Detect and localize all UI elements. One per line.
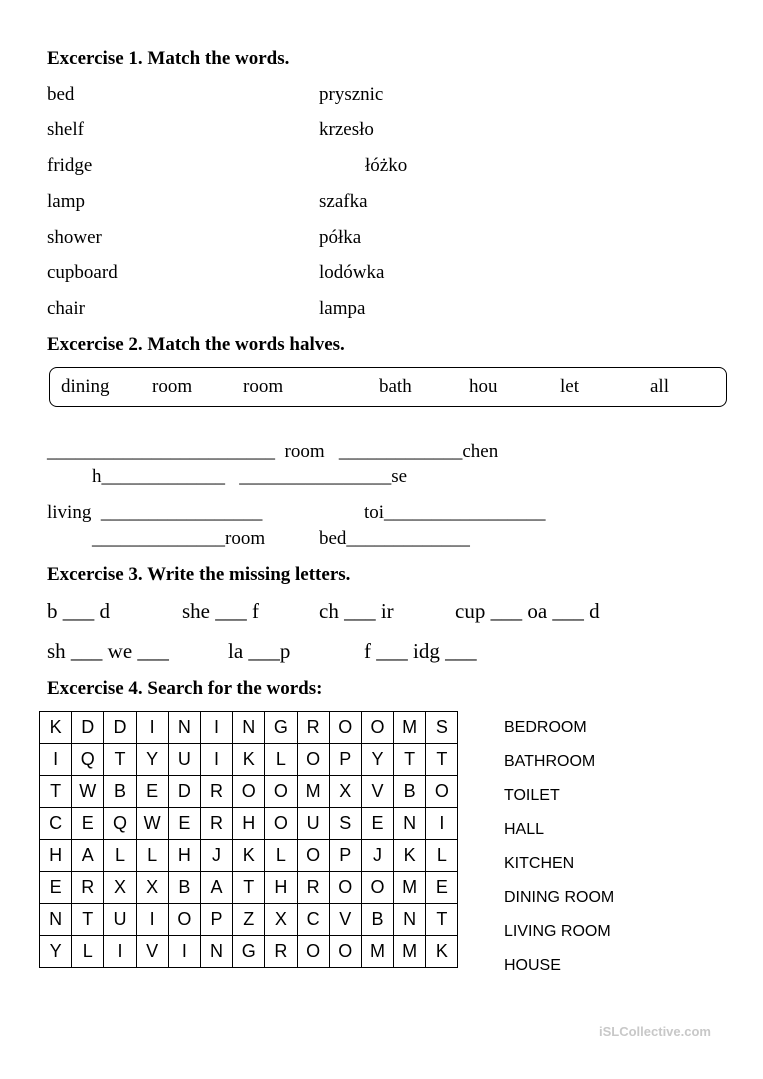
word-list-item: TOILET [504, 787, 560, 804]
missing-letters-item[interactable]: cup ___ oa ___ d [455, 599, 600, 623]
grid-cell[interactable]: L [136, 840, 168, 872]
grid-cell[interactable]: H [168, 840, 200, 872]
missing-letters-item[interactable]: b ___ d [47, 599, 110, 623]
answer-line[interactable]: h_____________ ________________se [92, 466, 408, 487]
grid-cell[interactable]: T [394, 744, 426, 776]
answer-line[interactable]: bed_____________ [319, 528, 470, 549]
grid-cell[interactable]: T [426, 744, 458, 776]
grid-cell[interactable]: V [361, 776, 393, 808]
word-search-grid [39, 711, 458, 968]
word-list-item: HOUSE [504, 957, 561, 974]
grid-cell[interactable]: T [40, 776, 72, 808]
grid-cell[interactable]: I [40, 744, 72, 776]
grid-cell[interactable]: O [329, 936, 361, 968]
word-bank-item: dining [61, 376, 110, 397]
grid-cell[interactable]: R [200, 808, 232, 840]
grid-cell[interactable]: I [136, 904, 168, 936]
grid-cell[interactable]: I [104, 936, 136, 968]
grid-cell[interactable]: O [297, 936, 329, 968]
grid-cell[interactable]: L [265, 840, 297, 872]
grid-cell[interactable]: W [72, 776, 104, 808]
grid-cell[interactable]: D [104, 712, 136, 744]
grid-cell[interactable]: K [40, 712, 72, 744]
polish-word: półka [319, 227, 362, 248]
grid-cell[interactable]: E [40, 872, 72, 904]
grid-cell[interactable]: B [104, 776, 136, 808]
grid-row [40, 840, 458, 872]
polish-word: lodówka [319, 262, 385, 283]
grid-cell[interactable]: L [104, 840, 136, 872]
grid-cell[interactable]: N [394, 808, 426, 840]
word-bank-item: let [560, 376, 579, 397]
grid-cell[interactable]: T [72, 904, 104, 936]
grid-cell[interactable]: D [72, 712, 104, 744]
grid-cell[interactable]: X [265, 904, 297, 936]
grid-cell[interactable]: U [104, 904, 136, 936]
grid-row [40, 712, 458, 744]
grid-cell[interactable]: D [168, 776, 200, 808]
grid-cell[interactable]: A [72, 840, 104, 872]
grid-cell[interactable]: L [426, 840, 458, 872]
grid-cell[interactable]: E [426, 872, 458, 904]
grid-cell[interactable]: C [40, 808, 72, 840]
answer-line[interactable]: living _________________ [47, 502, 263, 523]
grid-cell[interactable]: P [329, 840, 361, 872]
grid-cell[interactable]: H [40, 840, 72, 872]
grid-cell[interactable]: M [394, 712, 426, 744]
word-bank-item: room [243, 376, 284, 397]
grid-cell[interactable]: P [329, 744, 361, 776]
polish-word: szafka [319, 191, 368, 212]
grid-cell[interactable]: Y [361, 744, 393, 776]
missing-letters-item[interactable]: ch ___ ir [319, 599, 394, 623]
english-word: shower [47, 227, 102, 248]
grid-cell[interactable]: B [394, 776, 426, 808]
grid-cell[interactable]: J [200, 840, 232, 872]
word-list-item: DINING ROOM [504, 889, 615, 906]
grid-cell[interactable]: E [168, 808, 200, 840]
grid-cell[interactable]: W [136, 808, 168, 840]
grid-cell[interactable]: X [136, 872, 168, 904]
grid-row [40, 904, 458, 936]
grid-cell[interactable]: I [200, 712, 232, 744]
word-bank-box [49, 367, 727, 407]
word-list-item: HALL [504, 821, 545, 838]
grid-cell[interactable]: T [426, 904, 458, 936]
watermark-logo: iSLCollective.com [599, 1024, 711, 1039]
grid-cell[interactable]: O [168, 904, 200, 936]
grid-cell[interactable]: O [265, 776, 297, 808]
missing-letters-item[interactable]: she ___ f [182, 599, 259, 623]
english-word: fridge [47, 155, 93, 176]
word-list-item: KITCHEN [504, 855, 575, 872]
grid-cell[interactable]: N [168, 712, 200, 744]
grid-row [40, 872, 458, 904]
grid-cell[interactable]: O [426, 776, 458, 808]
grid-cell[interactable]: E [72, 808, 104, 840]
grid-cell[interactable]: O [361, 712, 393, 744]
missing-letters-item[interactable]: sh ___ we ___ [47, 639, 169, 663]
missing-letters-item[interactable]: f ___ idg ___ [364, 639, 477, 663]
grid-cell[interactable]: R [297, 712, 329, 744]
polish-word: krzesło [319, 119, 374, 140]
missing-letters-item[interactable]: la ___p [228, 639, 291, 663]
grid-cell[interactable]: I [426, 808, 458, 840]
grid-cell[interactable]: M [361, 936, 393, 968]
grid-cell[interactable]: E [361, 808, 393, 840]
grid-cell[interactable]: O [297, 840, 329, 872]
exercise-2-title: Excercise 2. Match the words halves. [47, 334, 345, 355]
grid-cell[interactable]: N [40, 904, 72, 936]
grid-cell[interactable]: M [394, 872, 426, 904]
answer-line[interactable]: ______________room [92, 528, 266, 549]
grid-cell[interactable]: P [200, 904, 232, 936]
word-bank-item: room [152, 376, 193, 397]
grid-cell[interactable]: B [168, 872, 200, 904]
grid-cell[interactable]: M [394, 936, 426, 968]
exercise-1-title: Excercise 1. Match the words. [47, 48, 290, 69]
polish-word: prysznic [319, 84, 384, 105]
grid-cell[interactable]: N [233, 712, 265, 744]
answer-line[interactable]: toi_________________ [364, 502, 546, 523]
word-bank-item: hou [469, 376, 498, 397]
grid-cell[interactable]: I [136, 712, 168, 744]
grid-cell[interactable]: H [265, 872, 297, 904]
grid-cell[interactable]: Q [72, 744, 104, 776]
grid-row [40, 776, 458, 808]
grid-cell[interactable]: G [233, 936, 265, 968]
grid-cell[interactable]: Z [233, 904, 265, 936]
grid-cell[interactable]: O [361, 872, 393, 904]
word-list-item: LIVING ROOM [504, 923, 611, 940]
grid-cell[interactable]: K [233, 744, 265, 776]
grid-cell[interactable]: K [426, 936, 458, 968]
grid-cell[interactable]: A [200, 872, 232, 904]
exercise-3-title: Excercise 3. Write the missing letters. [47, 564, 351, 585]
answer-line[interactable]: ________________________ room _____________chen [47, 441, 499, 462]
grid-cell[interactable]: R [72, 872, 104, 904]
grid-cell[interactable]: J [361, 840, 393, 872]
grid-cell[interactable]: K [233, 840, 265, 872]
grid-cell[interactable]: O [329, 872, 361, 904]
grid-cell[interactable]: T [104, 744, 136, 776]
english-word: shelf [47, 119, 84, 140]
grid-row [40, 936, 458, 968]
grid-cell[interactable]: C [297, 904, 329, 936]
polish-word: łóżko [365, 155, 408, 176]
word-list-item: BEDROOM [504, 719, 587, 736]
grid-cell[interactable]: L [72, 936, 104, 968]
grid-cell[interactable]: M [297, 776, 329, 808]
grid-cell[interactable]: S [329, 808, 361, 840]
english-word: lamp [47, 191, 85, 212]
grid-cell[interactable]: O [329, 712, 361, 744]
grid-cell[interactable]: Y [40, 936, 72, 968]
english-word: cupboard [47, 262, 118, 283]
grid-cell[interactable]: U [297, 808, 329, 840]
grid-cell[interactable]: L [265, 744, 297, 776]
grid-cell[interactable]: U [168, 744, 200, 776]
grid-row [40, 808, 458, 840]
grid-cell[interactable]: O [233, 776, 265, 808]
grid-cell[interactable]: R [265, 936, 297, 968]
grid-cell[interactable]: R [297, 872, 329, 904]
grid-cell[interactable]: H [233, 808, 265, 840]
grid-cell[interactable]: Y [136, 744, 168, 776]
grid-cell[interactable]: I [168, 936, 200, 968]
grid-cell[interactable]: K [394, 840, 426, 872]
grid-cell[interactable]: O [297, 744, 329, 776]
exercise-4-title: Excercise 4. Search for the words: [47, 678, 323, 699]
grid-cell[interactable]: S [426, 712, 458, 744]
grid-row [40, 744, 458, 776]
grid-cell[interactable]: R [200, 776, 232, 808]
grid-cell[interactable]: T [233, 872, 265, 904]
grid-cell[interactable]: N [394, 904, 426, 936]
grid-cell[interactable]: V [329, 904, 361, 936]
word-list-item: BATHROOM [504, 753, 596, 770]
grid-cell[interactable]: N [200, 936, 232, 968]
grid-cell[interactable]: G [265, 712, 297, 744]
grid-cell[interactable]: B [361, 904, 393, 936]
grid-cell[interactable]: O [265, 808, 297, 840]
word-bank-item: bath [379, 376, 412, 397]
polish-word: lampa [319, 298, 366, 319]
grid-cell[interactable]: X [104, 872, 136, 904]
grid-cell[interactable]: I [200, 744, 232, 776]
english-word: bed [47, 84, 75, 105]
grid-cell[interactable]: E [136, 776, 168, 808]
english-word: chair [47, 298, 85, 319]
grid-cell[interactable]: Q [104, 808, 136, 840]
grid-cell[interactable]: X [329, 776, 361, 808]
word-bank-item: all [650, 376, 669, 397]
grid-cell[interactable]: V [136, 936, 168, 968]
